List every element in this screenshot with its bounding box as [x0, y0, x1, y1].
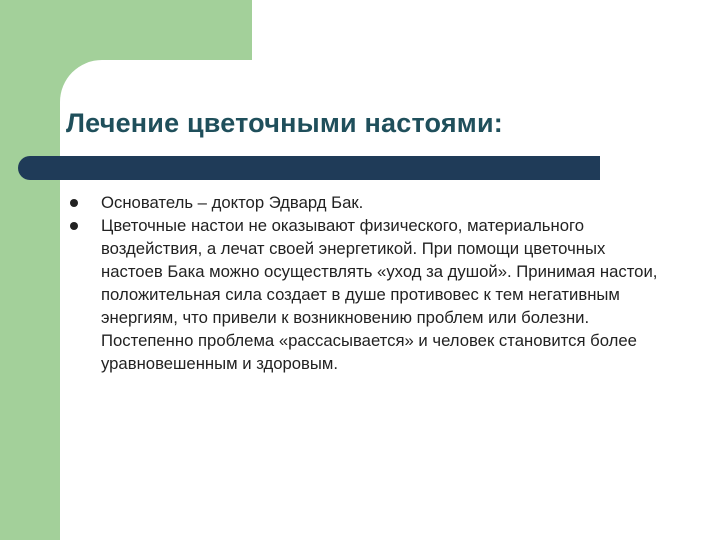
- title-divider-bar: [18, 156, 600, 180]
- bullet-item: [70, 214, 670, 375]
- bullet-list: [70, 191, 670, 375]
- decor-green-bar: [0, 0, 60, 540]
- bullet-text: Основатель – доктор Эдвард Бак.: [101, 193, 364, 212]
- bullet-item: [70, 191, 670, 214]
- bullet-icon: [70, 222, 78, 230]
- slide-title: Лечение цветочными настоями:: [66, 108, 503, 138]
- bullet-icon: [70, 199, 78, 207]
- bullet-text: Цветочные настои не оказывают физического, материального воздействия, а лечат своей энергетикой. При помощи цветочных настоев Бака можно осуществлять «уход за душой». Принимая настои, положительная сила создает в душе противовес к тем негативным энергиям, что привели к возникновению проблем или болезни. Постепенно проблема «рассасывается» и человек становится более уравновешенным и здоровым.: [101, 216, 658, 373]
